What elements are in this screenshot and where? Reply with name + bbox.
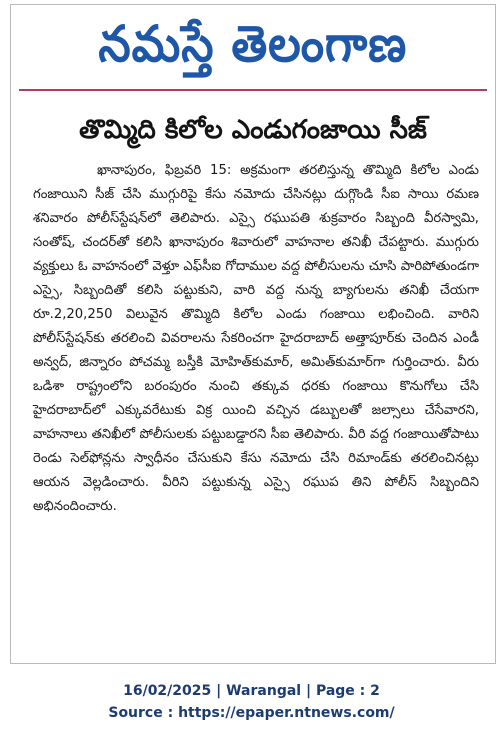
source-link[interactable]: Source : https://epaper.ntnews.com/ xyxy=(108,705,395,721)
newspaper-logo: నమస్తే తెలంగాణ xyxy=(98,15,408,73)
masthead xyxy=(11,5,495,89)
article-body: ఖానాపురం, ఫిబ్రవరి 15: అక్రమంగా తరలిస్తున్న తొమ్మిది కిలోల ఎండు గంజాయిని సీజ్ చేసి ముగ్గురిపై కేసు నమోదు చేసినట్లు దుగ్గొండి సీఐ సాయి రమణ శనివారం పోలీస్‌స్టేషన్‌లో తెలిపారు. ఎస్సై రఘుపతి శుక్రవారం సిబ్బంది వీరస్వామి, సంతోష్, చందర్‌తో కలిసి ఖానాపురం శివారులో వాహనాల తనిఖీ చేపట్టారు. ముగ్గురు వ్యక్తులు ఓ వాహనంలో వెళ్తూ ఎఫ్‌సీఐ గోదాముల వద్ద పోలీసులను చూసి పారిపోతుండగా ఎస్సై, సిబ్బందితో కలిసి పట్టుకుని, వారి వద్ద నున్న బ్యాగులను తనిఖీ చేయగా రూ.2,20,250 విలువైన తొమ్మిది కిలోల ఎండు గంజాయి లభించింది. వారిని పోలీస్‌స్టేషన్‌కు తరలించి వివరాలను సేకరించగా హైదరాబాద్ అత్తాపూర్‌కు చెందిన ఎండీ అన్వద్, జిన్నారం పోచమ్మ బస్తీకి మోహిత్‌కుమార్, అమిత్‌కుమార్‌గా గుర్తించారు. వీరు ఒడిశా రాష్ట్రంలోని బరంపురం నుంచి తక్కువ ధరకు గంజాయి కొనుగోలు చేసి హైదరాబాద్‌లో ఎక్కువరేటుకు విక్ర యించి వచ్చిన డబ్బులతో జల్సాలు చేసేవారని, వాహనాలు తనిఖీలో పోలీసులకు పట్టుబడ్డారని సీఐ తెలిపారు. వీరి వద్ద గంజాయితోపాటు రెండు సెల్‌ఫోన్లను స్వాధీనం చేసుకుని కేసు నమోదు చేసి రిమాండ్‌కు తరలించినట్లు ఆయన వెల్లడించారు. వీరిని పట్టుకున్న ఎస్సై రఘుప తిని పోలీస్ సిబ్బందిని అభినందించారు. xyxy=(33,163,479,514)
clipping-footer xyxy=(0,680,503,724)
newspaper-clipping xyxy=(10,4,496,664)
article-headline: తొమ్మిది కిలోల ఎండుగంజాయి సీజ్ xyxy=(79,115,427,145)
masthead-divider xyxy=(19,89,487,91)
dateline: 16/02/2025 | Warangal | Page : 2 xyxy=(123,683,380,699)
